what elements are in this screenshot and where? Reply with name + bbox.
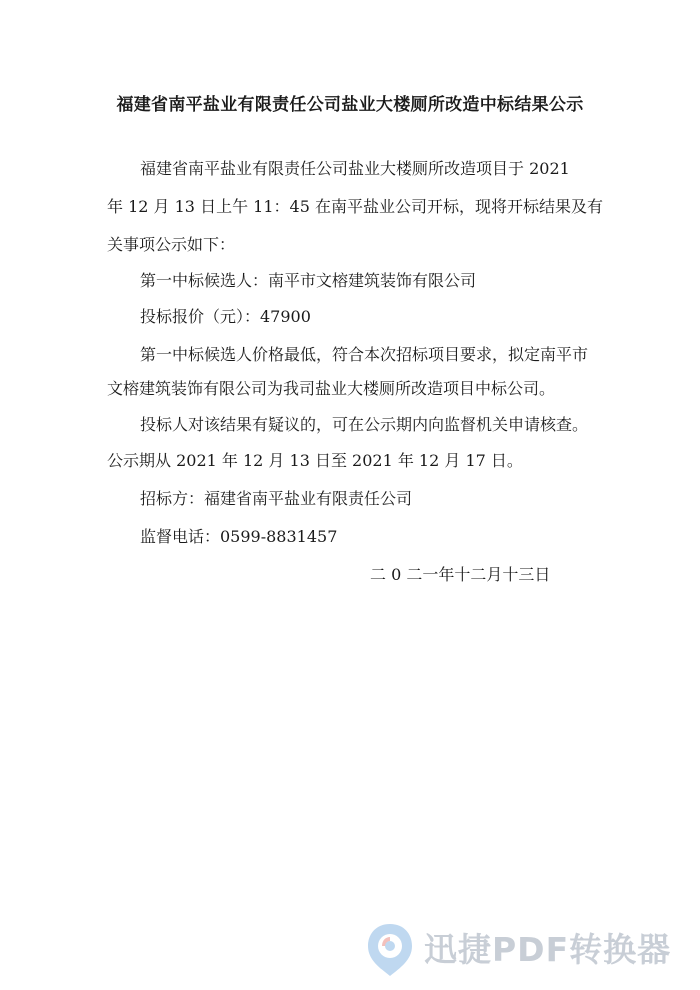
decision-line-1: 第一中标候选人价格最低，符合本次招标项目要求，拟定南平市 <box>140 345 589 364</box>
intro-line-2: 年 12 月 13 日上午 11：45 在南平盐业公司开标，现将开标结果及有 <box>107 197 603 216</box>
intro-line-3: 关事项公示如下： <box>107 235 236 254</box>
page-title: 福建省南平盐业有限责任公司盐业大楼厕所改造中标结果公示 <box>116 95 584 115</box>
objection-line-1: 投标人对该结果有疑议的，可在公示期内向监督机关申请核查。 <box>140 415 589 434</box>
winning-candidate: 第一中标候选人：南平市文榕建筑装饰有限公司 <box>140 271 477 290</box>
decision-line-2: 文榕建筑装饰有限公司为我司盐业大楼厕所改造项目中标公司。 <box>107 379 556 398</box>
intro-line-1: 福建省南平盐业有限责任公司盐业大楼厕所改造项目于 2021 <box>140 159 570 178</box>
document-date: 二 0 二一年十二月十三日 <box>370 565 551 584</box>
tenderer: 招标方：福建省南平盐业有限责任公司 <box>140 489 413 508</box>
watermark <box>362 920 692 980</box>
supervision-phone: 监督电话：0599-8831457 <box>140 527 338 546</box>
pdf-converter-logo-icon <box>362 920 418 980</box>
objection-line-2: 公示期从 2021 年 12 月 13 日至 2021 年 12 月 17 日。 <box>107 451 523 470</box>
bid-price: 投标报价（元）：47900 <box>140 307 311 326</box>
watermark-text: 迅捷PDF转换器 <box>424 930 672 969</box>
